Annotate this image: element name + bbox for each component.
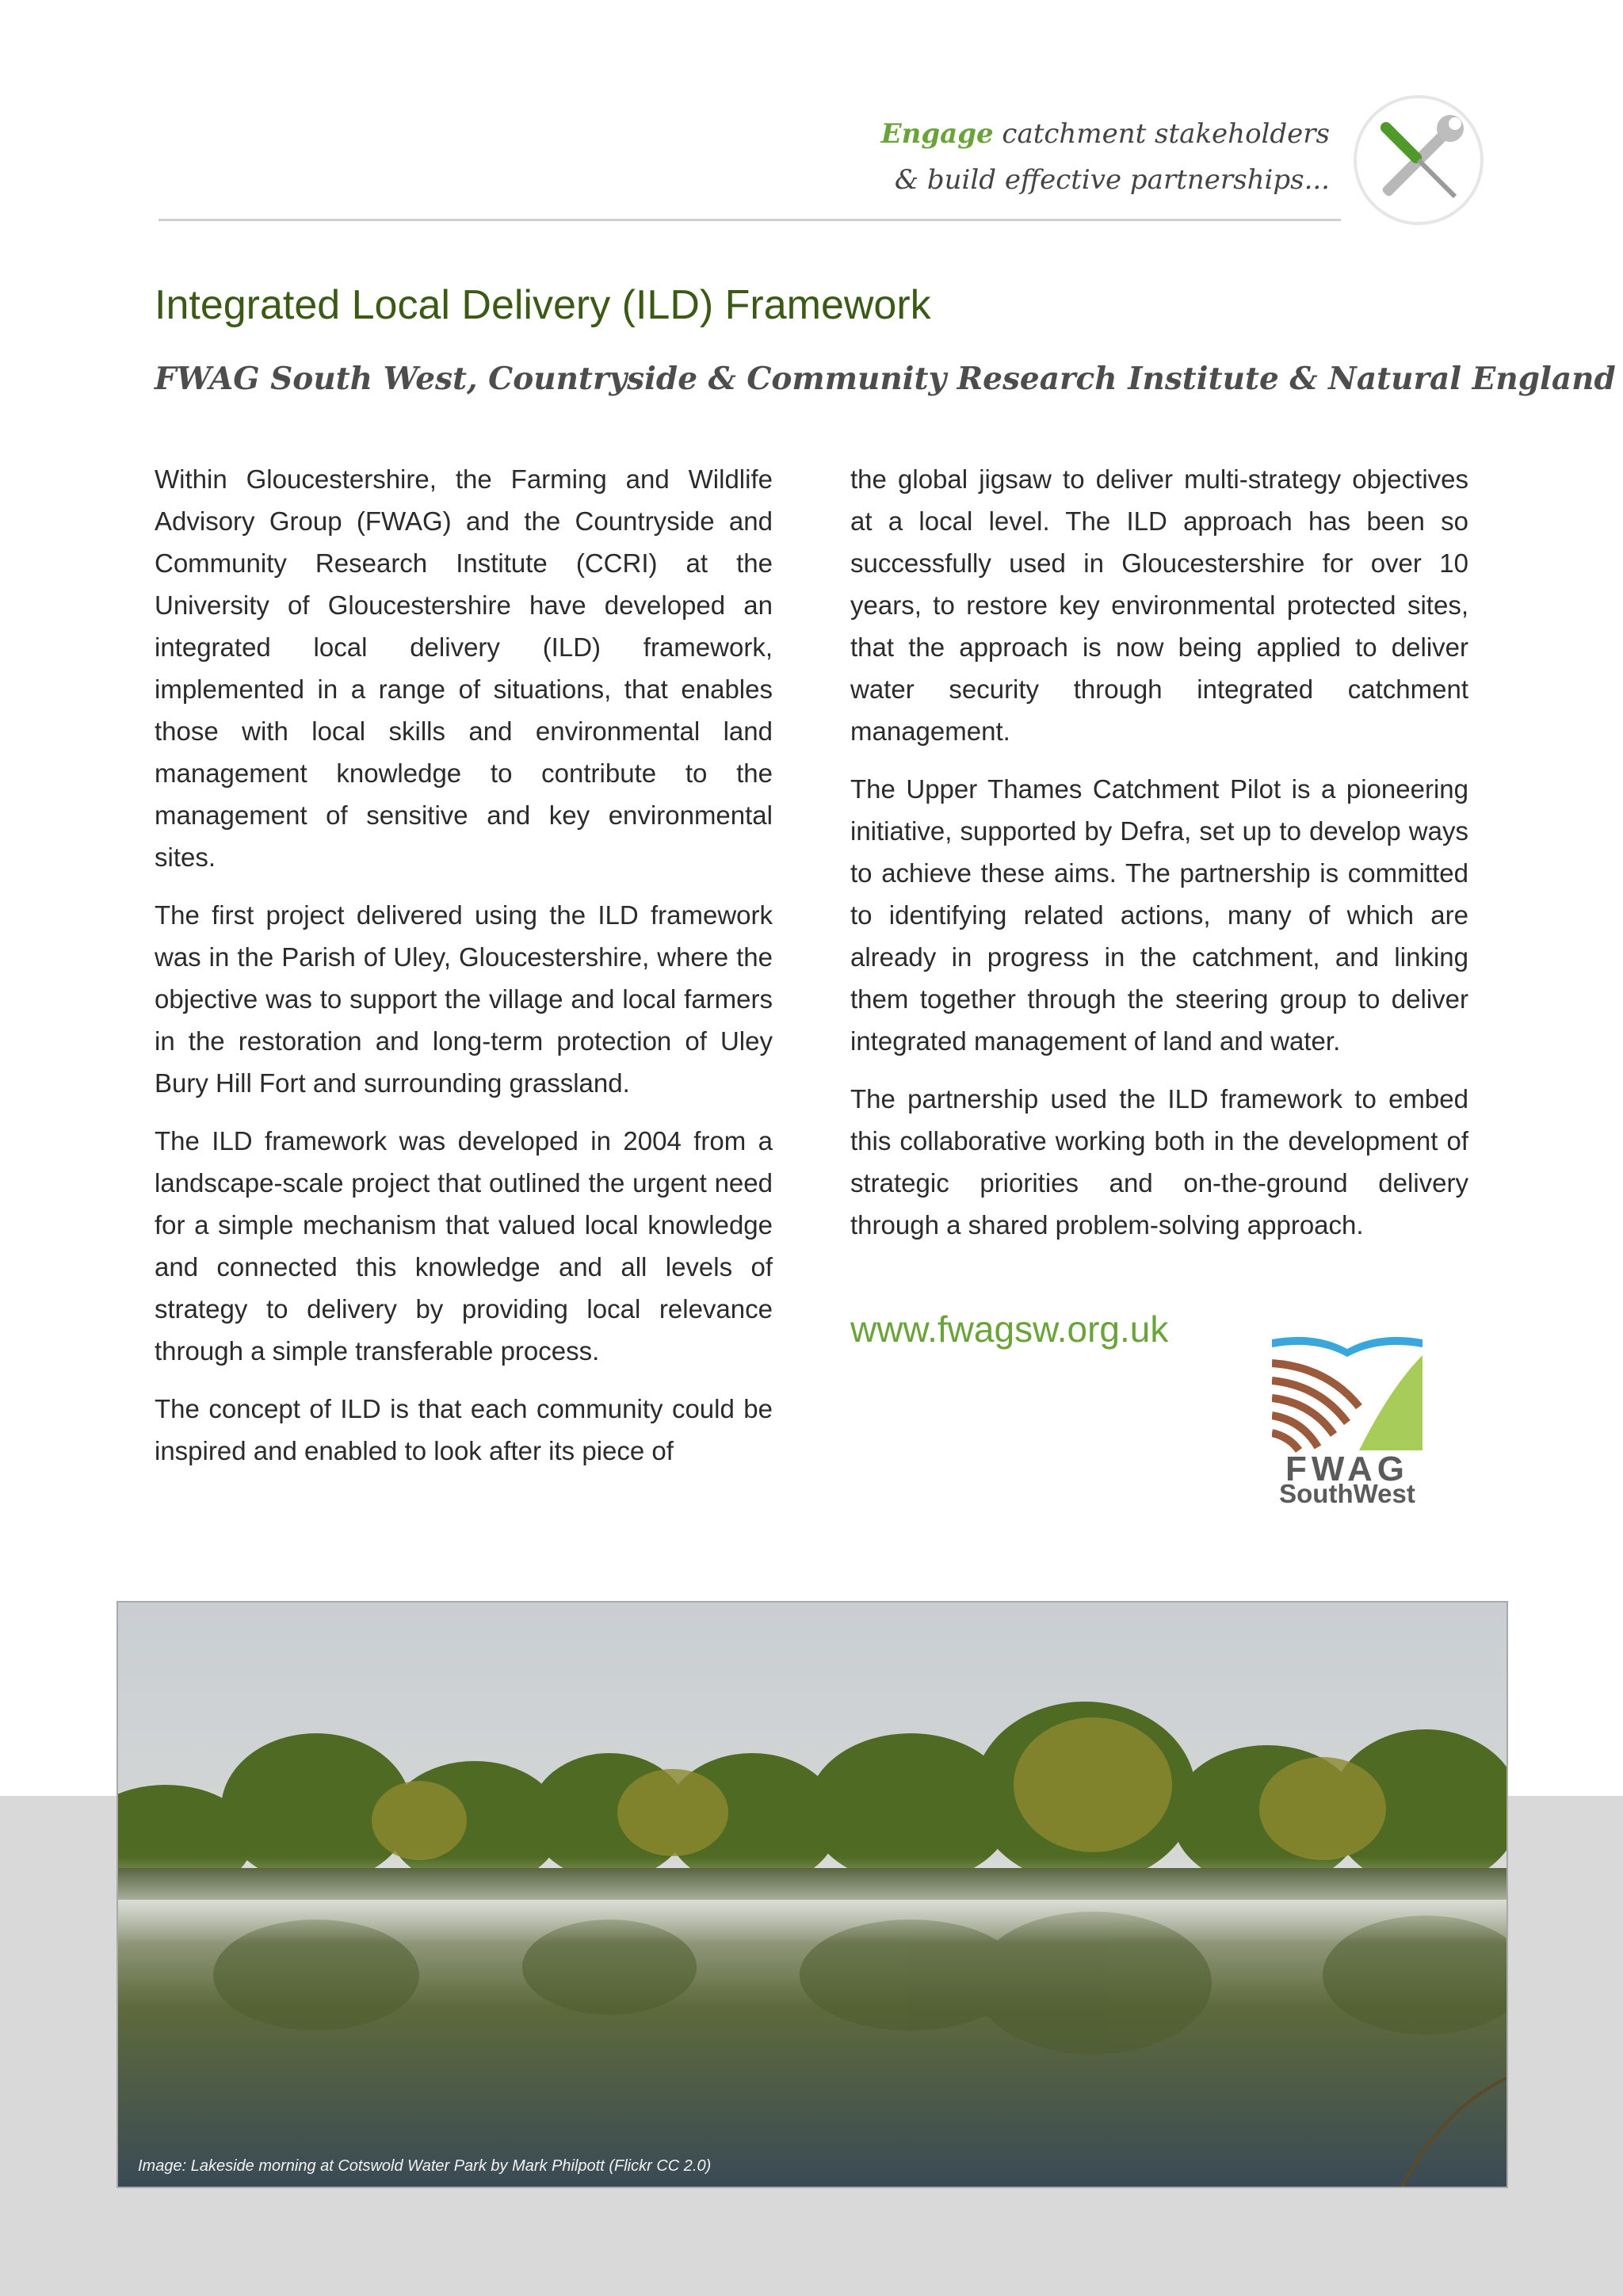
photo-caption: Image: Lakeside morning at Cotswold Water Park by Mark Philpott (Flickr CC 2.0) <box>138 2157 712 2175</box>
right-column <box>850 458 1468 1262</box>
tagline-highlight: Engage <box>880 118 994 150</box>
tagline-line-1 <box>881 111 1330 157</box>
page-subtitle: FWAG South West, Countryside & Community Research Institute & Natural England <box>155 361 1616 397</box>
page-title: Integrated Local Delivery (ILD) Framework <box>155 282 931 328</box>
left-paragraph-1: Within Gloucestershire, the Farming and Wildlife Advisory Group (FWAG) and the Countryside and Community Research Institute (CCRI) at the University of Gloucestershire have developed an integrated local delivery (ILD) framework, implemented in a range of situations, that enables those with local skills and environmental land management knowledge to contribute to the management of sensitive and key environmental sites. <box>155 464 773 872</box>
right-paragraph-3: The partnership used the ILD framework to embed this collaborative working both in the development of strategic priorities and on-the-ground delivery through a shared problem-solving approach. <box>850 1084 1468 1240</box>
left-paragraph-3: The ILD framework was developed in 2004 from a landscape-scale project that outlined the urgent need for a simple mechanism that valued local knowledge and connected this knowledge and all levels of strategy to delivery by providing local relevance through a simple transferable process. <box>155 1126 773 1366</box>
left-paragraph-2: The first project delivered using the ILD framework was in the Parish of Uley, Gloucestershire, where the objective was to support the village and local farmers in the restoration and long-term protection of Uley Bury Hill Fort and surrounding grassland. <box>155 900 773 1098</box>
tagline-line-1-rest: catchment stakeholders <box>993 118 1330 150</box>
left-column <box>155 458 773 1488</box>
lake-photo <box>116 1601 1508 2188</box>
right-paragraph-1: the global jigsaw to deliver multi-strategy objectives at a local level. The ILD approach has been so successfully used in Gloucestershire for over 10 years, to restore key environmental protected sites, that the approach is now being applied to deliver water security through integrated catchment management. <box>850 464 1468 746</box>
fwag-logo <box>1272 1331 1423 1506</box>
left-paragraph-4: The concept of ILD is that each community could be inspired and enabled to look after its piece of <box>155 1394 773 1465</box>
right-paragraph-2: The Upper Thames Catchment Pilot is a pioneering initiative, supported by Defra, set up to develop ways to achieve these aims. The partnership is committed to identifying related actions, many of which are already in progress in the catchment, and linking them together through the steering group to deliver integrated management of land and water. <box>850 774 1468 1056</box>
website-link[interactable]: www.fwagsw.org.uk <box>850 1308 1169 1350</box>
logo-text-southwest: SouthWest <box>1279 1479 1415 1506</box>
header-divider <box>158 219 1341 221</box>
tools-icon <box>1351 93 1486 227</box>
header-tagline <box>881 111 1330 203</box>
logo-text-fwag: FWAG <box>1285 1450 1409 1488</box>
tagline-line-2: & build effective partnerships... <box>894 164 1330 196</box>
